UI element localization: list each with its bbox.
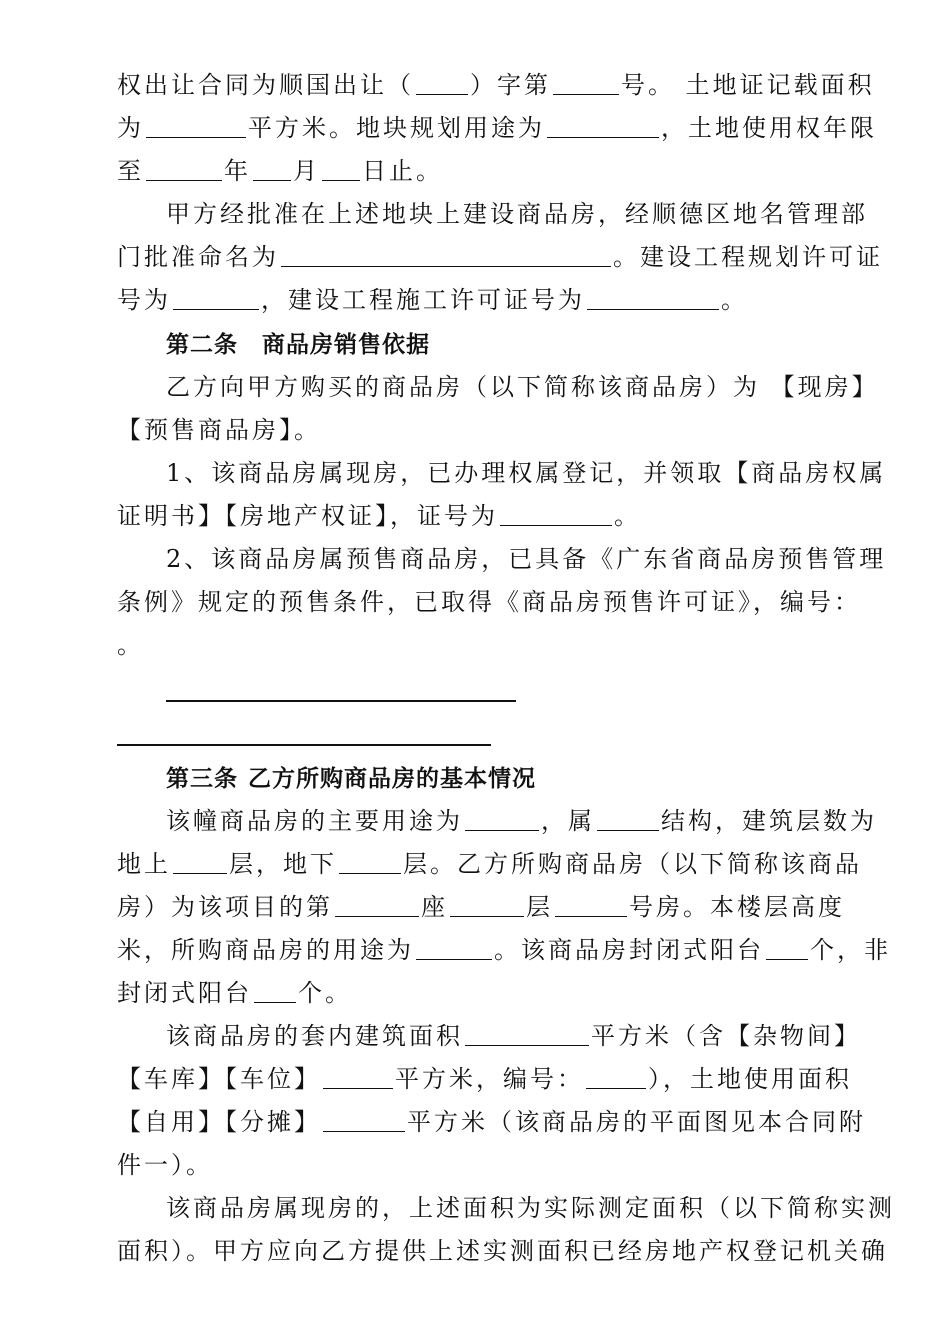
blank-field[interactable]: [254, 978, 296, 1003]
blank-field[interactable]: [173, 285, 259, 310]
text: 日止。: [362, 157, 443, 185]
blank-field[interactable]: [597, 806, 659, 831]
text: 房）为该项目的第: [117, 893, 333, 921]
text-line: [117, 1064, 857, 1094]
blank-line[interactable]: [166, 700, 516, 702]
text: 平方米。地块规划用途为: [248, 114, 545, 142]
blank-field[interactable]: [416, 935, 492, 960]
text: ，土地使用权年限: [661, 114, 877, 142]
blank-field[interactable]: [253, 156, 291, 181]
article-heading: [166, 764, 536, 794]
text: 平方米（含【杂物间】: [591, 1022, 861, 1050]
text-line: 。: [117, 631, 144, 659]
blank-field[interactable]: [450, 892, 524, 917]
text-line: [117, 70, 875, 100]
text-line: 甲方经批准在上述地块上建设商品房，经顺德区地名管理部: [166, 200, 868, 228]
text: 【自用】【分摊】: [117, 1108, 321, 1136]
text-line: [117, 242, 883, 272]
text: ，属: [541, 807, 595, 835]
text: 层，地下: [229, 850, 337, 878]
text: 该商品房的套内建筑面积: [166, 1022, 463, 1050]
text-line: 1、该商品房属现房，已办理权属登记，并领取【商品房权属: [166, 459, 887, 487]
text-line: [117, 935, 891, 965]
blank-field[interactable]: [322, 156, 360, 181]
text: 【车库】【车位】: [117, 1065, 321, 1093]
text: ）字第: [470, 71, 551, 99]
blank-field[interactable]: [146, 113, 246, 138]
blank-field[interactable]: [465, 1021, 589, 1046]
text: 地上: [117, 850, 171, 878]
text: 米，所购商品房的用途为: [117, 936, 414, 964]
text: 号为: [117, 286, 171, 314]
article-heading: [166, 330, 430, 360]
text: 平方米（该商品房的平面图见本合同附: [407, 1108, 866, 1136]
blank-line[interactable]: [117, 744, 491, 746]
text-line: 该商品房属现房的，上述面积为实际测定面积（以下简称实测: [166, 1194, 895, 1222]
text-line: 2、该商品房属预售商品房，已具备《广东省商品房预售管理: [166, 545, 887, 573]
article-title: 乙方所购商品房的基本情况: [248, 766, 536, 792]
text-line: [117, 156, 857, 186]
text: ，建设工程施工许可证号为: [261, 286, 585, 314]
blank-field[interactable]: [173, 849, 227, 874]
blank-field[interactable]: [587, 285, 719, 310]
text: 为: [117, 114, 144, 142]
text: 封闭式阳台: [117, 979, 252, 1007]
text-line: [117, 892, 857, 922]
article-title: 商品房销售依据: [262, 332, 430, 358]
text-line: [117, 978, 857, 1008]
blank-field[interactable]: [335, 892, 419, 917]
text-line: 面积）。甲方应向乙方提供上述实测面积已经房地产权登记机关确: [117, 1237, 888, 1265]
text: 门批准命名为: [117, 243, 279, 271]
text: 月: [293, 157, 320, 185]
blank-field[interactable]: [323, 1107, 405, 1132]
text-line: [117, 849, 862, 879]
text: 平方米，编号：: [395, 1065, 584, 1093]
text-line: 条例》规定的预售条件，已取得《商品房预售许可证》，编号：: [117, 588, 861, 616]
article-number: 第二条: [166, 332, 238, 358]
text: 年: [224, 157, 251, 185]
text: ），土地使用面积: [648, 1065, 852, 1093]
text: 层。乙方所购商品房（以下简称该商品: [403, 850, 862, 878]
text: 权出让合同为顺国出让（: [117, 71, 414, 99]
text: 该幢商品房的主要用途为: [166, 807, 463, 835]
text: 号房。本楼层高度: [629, 893, 845, 921]
text-line: 件一）。: [117, 1151, 213, 1179]
blank-field[interactable]: [465, 806, 539, 831]
blank-field[interactable]: [547, 113, 659, 138]
text: 层: [526, 893, 553, 921]
text-line: [117, 113, 877, 143]
blank-field[interactable]: [281, 242, 611, 267]
text-line: 乙方向甲方购买的商品房（以下简称该商品房）为 【现房】: [166, 373, 879, 401]
text-line: [166, 1021, 861, 1051]
text: 。建设工程规划许可证: [613, 243, 883, 271]
text: 个，非: [810, 936, 891, 964]
text-line: 【预售商品房】。: [117, 416, 321, 444]
blank-field[interactable]: [555, 892, 627, 917]
article-number: 第三条: [166, 766, 238, 792]
text: 证明书】【房地产权证】，证号为: [117, 502, 498, 530]
text: 。: [614, 502, 641, 530]
text-line: [117, 1107, 866, 1137]
blank-field[interactable]: [766, 935, 808, 960]
text: 结构，建筑层数为: [661, 807, 877, 835]
text-line: [117, 501, 857, 531]
text: 土地证记载面积: [685, 71, 875, 99]
text: 至: [117, 157, 144, 185]
blank-field[interactable]: [339, 849, 401, 874]
text: 个。: [298, 979, 352, 1007]
blank-field[interactable]: [323, 1064, 393, 1089]
text: 座: [421, 893, 448, 921]
blank-field[interactable]: [586, 1064, 646, 1089]
text: 号。: [621, 71, 675, 99]
blank-field[interactable]: [553, 70, 619, 95]
blank-field[interactable]: [416, 70, 468, 95]
blank-field[interactable]: [146, 156, 222, 181]
blank-field[interactable]: [500, 501, 612, 526]
text-line: [117, 285, 857, 315]
text-line: [166, 806, 877, 836]
text: 。该商品房封闭式阳台: [494, 936, 764, 964]
text: 。: [721, 286, 748, 314]
